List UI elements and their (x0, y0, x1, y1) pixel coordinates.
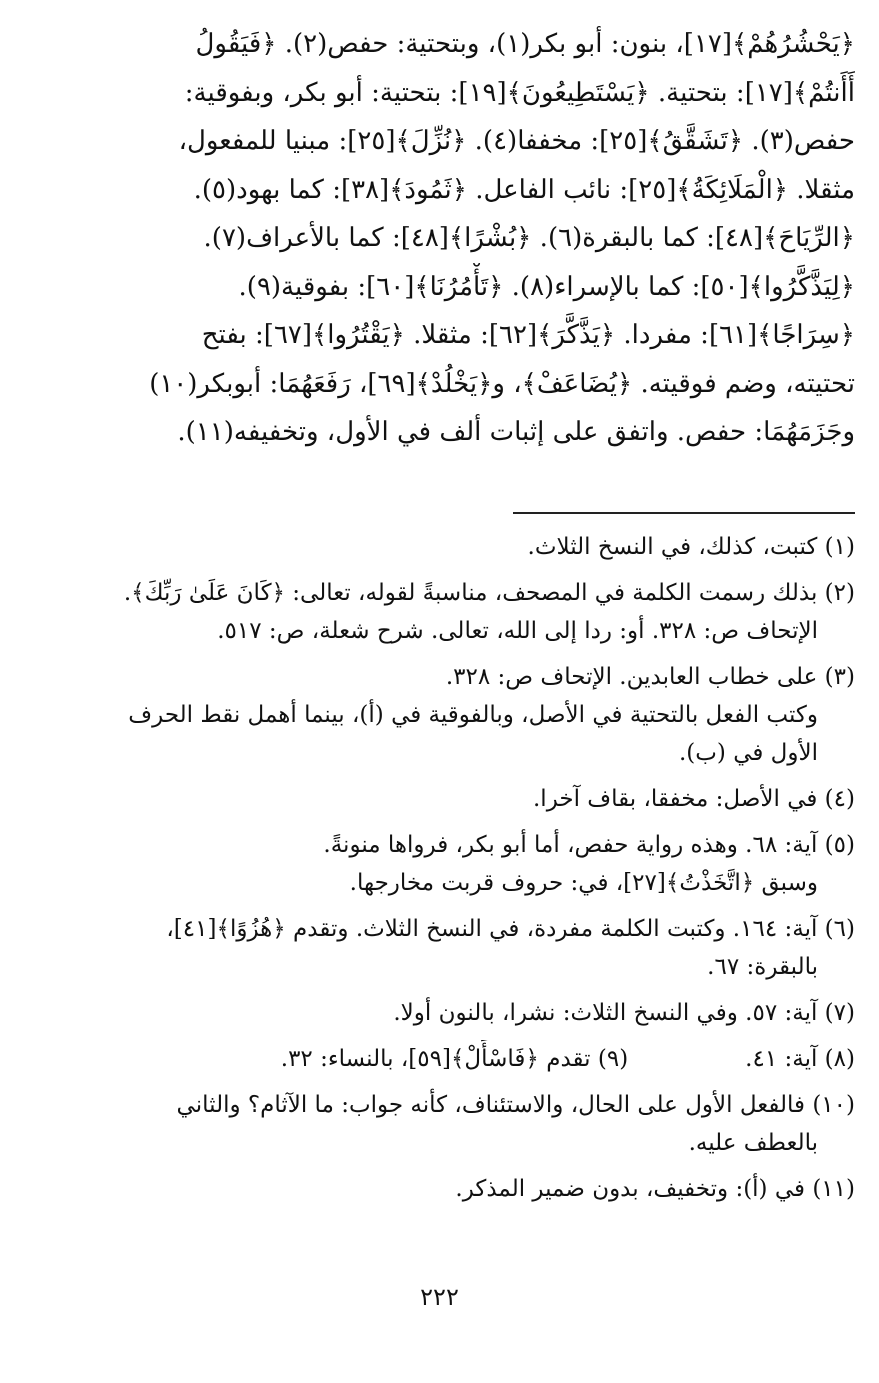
footnote-line: (١١) في (أ): وتخفيف، بدون ضمير المذكر. (455, 1176, 855, 1202)
footnotes (35, 528, 855, 1216)
main-text-line: ﴿سِرَاجًا﴾[٦١]: مفردا. ﴿يَذَّكَّرَ﴾[٦٢]: مثقلا. ﴿يَقْتُرُوا﴾[٦٧]: بفتح (201, 320, 855, 350)
footnote-line: (٥) آية: ٦٨. وهذه رواية حفص، أما أبو بكر، فرواها منونةً. (323, 832, 855, 858)
footnote-line: وسبق ﴿اتَّخَذْتُ﴾[٢٧]، في: حروف قربت مخارجها. (349, 870, 818, 896)
footnote-line: (٦) آية: ١٦٤. وكتبت الكلمة مفردة، في النسخ الثلاث. وتقدم ﴿هُزُوًا﴾[٤١]، (166, 916, 855, 942)
page-number: ٢٢٢ (420, 1283, 459, 1311)
footnote-5 (35, 826, 855, 902)
footnote-line: الأول في (ب). (678, 740, 818, 766)
footnote-line: بالبقرة: ٦٧. (707, 954, 818, 980)
footnote-3 (35, 658, 855, 772)
main-text-line: تحتيته، وضم فوقيته. ﴿يُضَاعَفْ﴾، و﴿يَخْلُدْ﴾[٦٩]، رَفَعَهُمَا: أبوبكر(١٠) (149, 368, 855, 399)
main-text-line: ﴿الرِّيَاحَ﴾[٤٨]: كما بالبقرة(٦). ﴿بُشْرًا﴾[٤٨]: كما بالأعراف(٧). (203, 223, 855, 253)
footnote-line: (٢) بذلك رسمت الكلمة في المصحف، مناسبةً لقوله، تعالى: ﴿كَانَ عَلَىٰ رَبِّكَ﴾. (123, 580, 855, 606)
footnote-line: بالعطف عليه. (688, 1130, 818, 1156)
footnote-8-9 (35, 1040, 855, 1078)
footnote-separator (513, 512, 855, 514)
main-text-line: ﴿يَحْشُرُهُمْ﴾[١٧]، بنون: أبو بكر(١)، وبتحتية: حفص(٢). ﴿فَيَقُولُ (195, 29, 855, 59)
footnote-line: الإتحاف ص: ٣٢٨. أو: ردا إلى الله، تعالى. شرح شعلة، ص: ٥١٧. (217, 618, 818, 644)
footnote-line: (٣) على خطاب العابدين. الإتحاف ص: ٣٢٨. (445, 664, 855, 690)
footnote-7 (35, 994, 855, 1032)
footnote-line: (٤) في الأصل: مخفقا، بقاف آخرا. (533, 786, 855, 812)
footnote-line: وكتب الفعل بالتحتية في الأصل، وبالفوقية في (أ)، بينما أهمل نقط الحرف (128, 702, 818, 728)
footnote-line: (١) كتبت، كذلك، في النسخ الثلاث. (527, 534, 855, 560)
footnote-10 (35, 1086, 855, 1162)
main-text-line: وجَزَمَهُمَا: حفص. واتفق على إثبات ألف في الأول، وتخفيفه(١١). (177, 417, 855, 447)
main-text-line: أَأَنتُمْ﴾[١٧]: بتحتية. ﴿يَسْتَطِيعُونَ﴾[١٩]: بتحتية: أبو بكر، وبفوقية: (184, 77, 855, 108)
footnote-11 (35, 1170, 855, 1208)
footnote-1 (35, 528, 855, 566)
footnote-line: (١٠) فالفعل الأول على الحال، والاستئناف، كأنه جواب: ما الآثام؟ والثاني (176, 1092, 855, 1118)
footnote-2 (35, 574, 855, 650)
footnote-line: (٧) آية: ٥٧. وفي النسخ الثلاث: نشرا، بالنون أولا. (393, 1000, 855, 1026)
main-text (30, 20, 855, 457)
main-text-line: حفص(٣). ﴿تَشَقَّقُ﴾[٢٥]: مخففا(٤). ﴿نُزِّلَ﴾[٢٥]: مبنيا للمفعول، (178, 126, 855, 156)
main-text-line: ﴿لِيَذَّكَّرُوا﴾[٥٠]: كما بالإسراء(٨). ﴿تَأْمُرُنَا﴾[٦٠]: بفوقية(٩). (238, 271, 855, 302)
main-text-line: مثقلا. ﴿الْمَلَائِكَةُ﴾[٢٥]: نائب الفاعل. ﴿ثَمُودَ﴾[٣٨]: كما بهود(٥). (193, 174, 855, 205)
footnote-4 (35, 780, 855, 818)
footnote-6 (35, 910, 855, 986)
footnote-line: (٨) آية: ٤١. (٩) تقدم ﴿فَاسْأَلْ﴾[٥٩]، بالنساء: ٣٢. (280, 1046, 855, 1072)
